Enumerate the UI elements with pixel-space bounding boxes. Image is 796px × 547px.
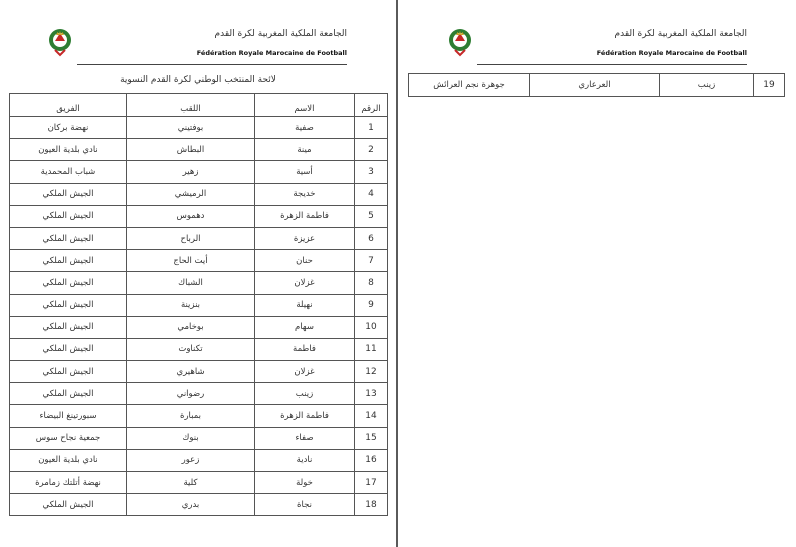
- player-last-name: دهموس: [127, 205, 255, 227]
- player-club: نهضة بركان: [10, 117, 127, 139]
- player-last-name: بنوك: [127, 427, 255, 449]
- document-page-left: [0, 0, 396, 547]
- document-title: لائحة المنتخب الوطني لكرة القدم النسوية: [120, 75, 276, 85]
- player-first-name: خولة: [255, 472, 355, 494]
- player-last-name: بنزينة: [127, 294, 255, 316]
- player-club: الجيش الملكي: [10, 338, 127, 360]
- header-divider: [477, 64, 747, 65]
- frmf-crest-icon: [447, 26, 473, 58]
- federation-name-arabic: الجامعة الملكية المغربية لكرة القدم: [214, 29, 347, 39]
- player-club: الجيش الملكي: [10, 183, 127, 205]
- table-row: [10, 117, 388, 139]
- player-first-name: نجاة: [255, 494, 355, 516]
- player-number: 6: [355, 227, 388, 249]
- player-club: نادي بلدية العيون: [10, 449, 127, 471]
- player-club: سبورتينغ البيضاء: [10, 405, 127, 427]
- table-row: [10, 205, 388, 227]
- players-table: [9, 93, 388, 516]
- player-last-name: زعور: [127, 449, 255, 471]
- page-header: [0, 22, 396, 72]
- table-row: [10, 272, 388, 294]
- player-number: 16: [355, 449, 388, 471]
- player-last-name: أيت الحاج: [127, 250, 255, 272]
- table-row: [10, 139, 388, 161]
- table-row: [10, 449, 388, 471]
- player-club: جوهرة نجم العرائش: [409, 74, 530, 97]
- table-row: [10, 227, 388, 249]
- player-club: الجيش الملكي: [10, 294, 127, 316]
- player-club: نادي بلدية العيون: [10, 139, 127, 161]
- player-first-name: غزلان: [255, 361, 355, 383]
- player-first-name: فاطمة الزهرة: [255, 205, 355, 227]
- player-first-name: سهام: [255, 316, 355, 338]
- player-number: 17: [355, 472, 388, 494]
- player-first-name: نهيلة: [255, 294, 355, 316]
- player-club: الجيش الملكي: [10, 494, 127, 516]
- player-number: 13: [355, 383, 388, 405]
- player-number: 14: [355, 405, 388, 427]
- federation-name-french: Fédération Royale Marocaine de Football: [596, 49, 747, 57]
- player-last-name: كلية: [127, 472, 255, 494]
- player-last-name: بوخامي: [127, 316, 255, 338]
- player-first-name: عزيزة: [255, 227, 355, 249]
- player-number: 7: [355, 250, 388, 272]
- player-club: الجيش الملكي: [10, 383, 127, 405]
- players-table-continued: [408, 73, 785, 97]
- player-first-name: فاطمة الزهرة: [255, 405, 355, 427]
- player-number: 12: [355, 361, 388, 383]
- players-table-continued-body: [409, 74, 785, 97]
- player-first-name: أسية: [255, 161, 355, 183]
- table-row: [10, 161, 388, 183]
- table-row: [10, 250, 388, 272]
- player-last-name: بدري: [127, 494, 255, 516]
- header-divider: [77, 64, 347, 65]
- player-last-name: الرميشي: [127, 183, 255, 205]
- player-last-name: العرعاري: [530, 74, 660, 97]
- player-number: 4: [355, 183, 388, 205]
- player-number: 10: [355, 316, 388, 338]
- table-row: [10, 405, 388, 427]
- player-last-name: شاهيري: [127, 361, 255, 383]
- player-last-name: الرباح: [127, 227, 255, 249]
- player-last-name: البطاش: [127, 139, 255, 161]
- player-first-name: صفية: [255, 117, 355, 139]
- table-row: [10, 338, 388, 360]
- player-last-name: تكناوت: [127, 338, 255, 360]
- player-first-name: حنان: [255, 250, 355, 272]
- player-number: 11: [355, 338, 388, 360]
- player-last-name: الشباك: [127, 272, 255, 294]
- player-number: 2: [355, 139, 388, 161]
- column-header-last-name: اللقب: [127, 94, 255, 117]
- player-club: الجيش الملكي: [10, 227, 127, 249]
- page-header: [400, 22, 796, 72]
- player-first-name: مينة: [255, 139, 355, 161]
- player-number: 3: [355, 161, 388, 183]
- table-row: [409, 74, 785, 97]
- table-row: [10, 361, 388, 383]
- player-club: الجيش الملكي: [10, 250, 127, 272]
- federation-name-french: Fédération Royale Marocaine de Football: [196, 49, 347, 57]
- player-number: 19: [754, 74, 785, 97]
- player-number: 18: [355, 494, 388, 516]
- players-table-body: [10, 117, 388, 516]
- table-row: [10, 383, 388, 405]
- player-first-name: زينب: [255, 383, 355, 405]
- column-header-first-name: الاسم: [255, 94, 355, 117]
- player-number: 15: [355, 427, 388, 449]
- player-number: 5: [355, 205, 388, 227]
- player-last-name: رضواني: [127, 383, 255, 405]
- player-number: 8: [355, 272, 388, 294]
- player-club: الجيش الملكي: [10, 361, 127, 383]
- federation-name-arabic: الجامعة الملكية المغربية لكرة القدم: [614, 29, 747, 39]
- table-row: [10, 316, 388, 338]
- table-header-row: [10, 94, 388, 117]
- player-first-name: خديجة: [255, 183, 355, 205]
- table-row: [10, 472, 388, 494]
- player-club: الجيش الملكي: [10, 272, 127, 294]
- column-header-number: الرقم: [355, 94, 388, 117]
- player-club: الجيش الملكي: [10, 316, 127, 338]
- column-header-club: الفريق: [10, 94, 127, 117]
- table-row: [10, 494, 388, 516]
- table-row: [10, 183, 388, 205]
- player-club: شباب المحمدية: [10, 161, 127, 183]
- player-last-name: بوفتيني: [127, 117, 255, 139]
- player-first-name: فاطمة: [255, 338, 355, 360]
- table-row: [10, 427, 388, 449]
- player-first-name: صفاء: [255, 427, 355, 449]
- player-club: الجيش الملكي: [10, 205, 127, 227]
- player-first-name: نادية: [255, 449, 355, 471]
- frmf-crest-icon: [47, 26, 73, 58]
- player-first-name: زينب: [660, 74, 754, 97]
- player-last-name: بمبارة: [127, 405, 255, 427]
- table-row: [10, 294, 388, 316]
- player-club: جمعية نجاح سوس: [10, 427, 127, 449]
- player-number: 1: [355, 117, 388, 139]
- player-number: 9: [355, 294, 388, 316]
- player-first-name: غزلان: [255, 272, 355, 294]
- player-club: نهضة أتلتك زمامرة: [10, 472, 127, 494]
- player-last-name: زهير: [127, 161, 255, 183]
